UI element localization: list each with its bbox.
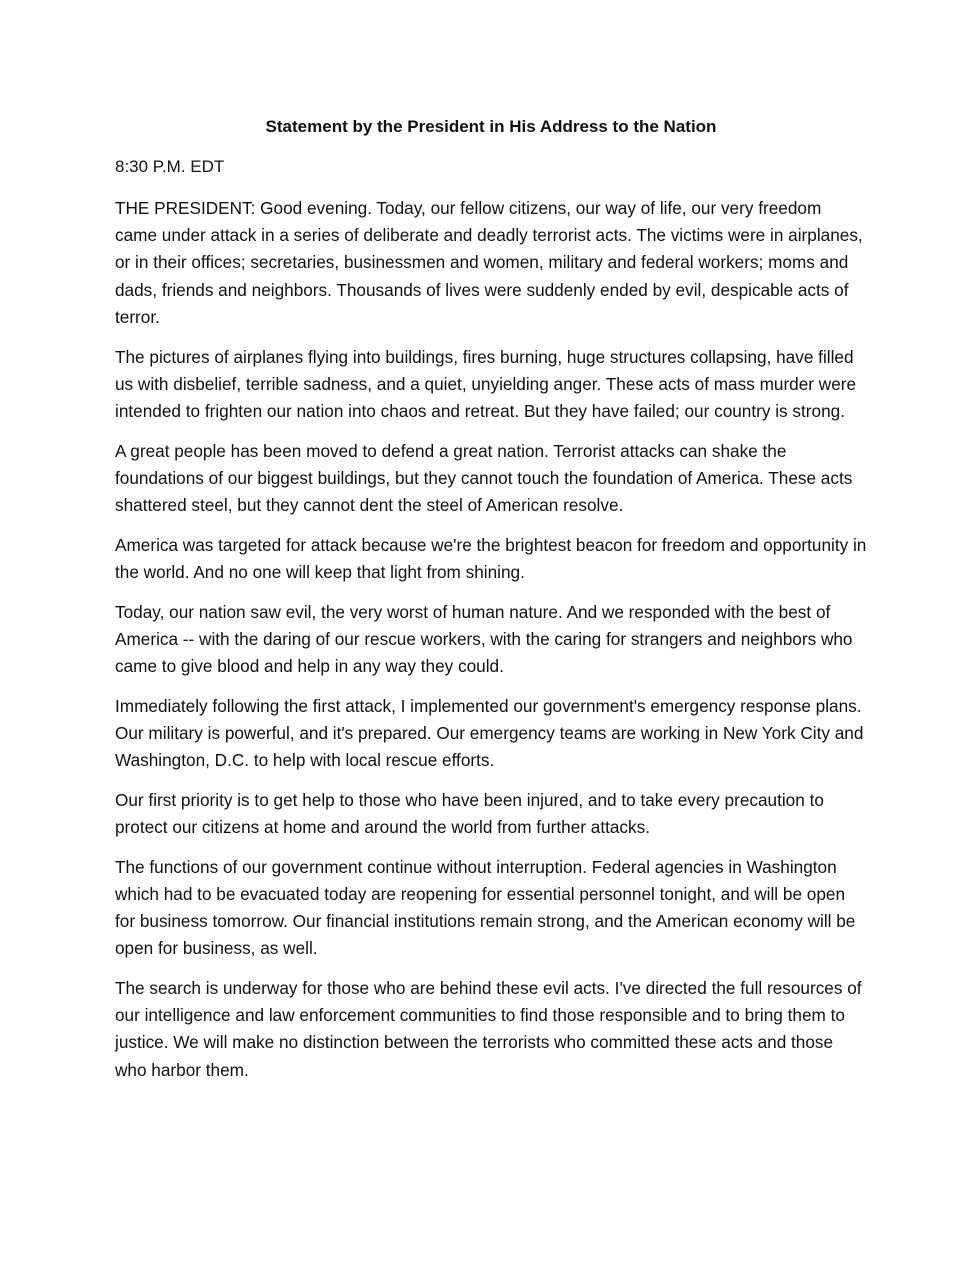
document-page <box>115 115 867 1096</box>
paragraph: THE PRESIDENT: Good evening. Today, our fellow citizens, our way of life, our very freedom came under attack in a series of deliberate and deadly terrorist acts. The victims were in airplanes, or in their offices; secretaries, businessmen and women, military and federal workers; moms and dads, friends and neighbors. Thousands of lives were suddenly ended by evil, despicable acts of terror. <box>115 198 863 327</box>
paragraph: Our first priority is to get help to those who have been injured, and to take every precaution to protect our citizens at home and around the world from further attacks. <box>115 789 824 838</box>
document-title: Statement by the President in His Address to the Nation <box>265 117 717 136</box>
paragraph: The pictures of airplanes flying into buildings, fires burning, huge structures collapsing, have filled us with disbelief, terrible sadness, and a quiet, unyielding anger. These acts of mass murder were intended to frighten our nation into chaos and retreat. But they have failed; our country is strong. <box>115 346 857 421</box>
statement-time: 8:30 P.M. EDT <box>115 157 225 176</box>
paragraph: Today, our nation saw evil, the very worst of human nature. And we responded with the best of America -- with the daring of our rescue workers, with the caring for strangers and neighbors who came to give blood and help in any way they could. <box>115 601 853 677</box>
paragraph: Immediately following the first attack, I implemented our government's emergency response plans. Our military is powerful, and it's prepared. Our emergency teams are working in New York City and Washington, D.C. to help with local rescue efforts. <box>115 695 864 771</box>
paragraph: The functions of our government continue without interruption. Federal agencies in Washington which had to be evacuated today are reopening for essential personnel tonight, and will be open for business tomorrow. Our financial institutions remain strong, and the American economy will be open for business, as well. <box>115 856 856 959</box>
paragraph: A great people has been moved to defend a great nation. Terrorist attacks can shake the foundations of our biggest buildings, but they cannot touch the foundation of America. These acts shattered steel, but they cannot dent the steel of American resolve. <box>115 440 853 516</box>
paragraph: America was targeted for attack because we're the brightest beacon for freedom and opportunity in the world. And no one will keep that light from shining. <box>115 534 867 582</box>
paragraph: The search is underway for those who are behind these evil acts. I've directed the full resources of our intelligence and law enforcement communities to find those responsible and to bring them to justice. We will make no distinction between the terrorists who committed these acts and those who harbor them. <box>115 978 862 1080</box>
